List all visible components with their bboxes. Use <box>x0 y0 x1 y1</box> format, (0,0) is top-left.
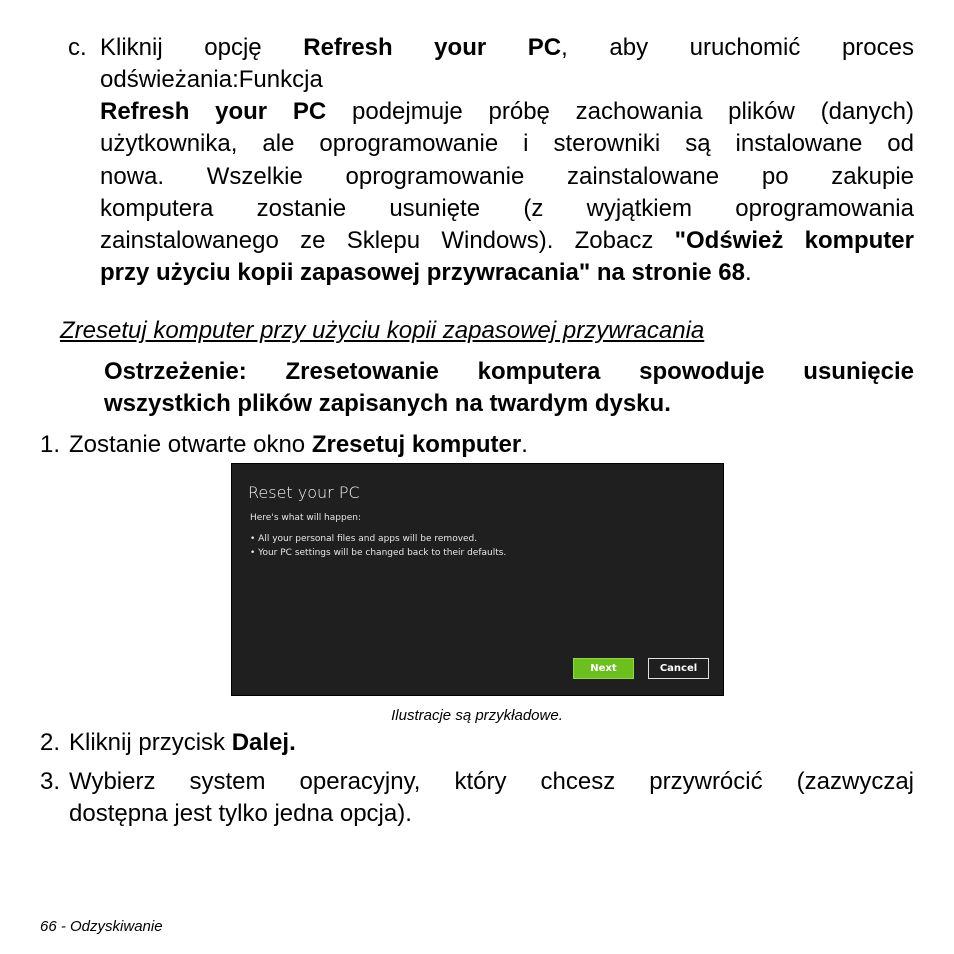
figure-caption: Ilustracje są przykładowe. <box>391 707 563 724</box>
page-footer: 66 - Odzyskiwanie <box>40 918 163 935</box>
item-c-marker: c. <box>68 34 87 61</box>
step-1-text: Zostanie otwarte okno Zresetuj komputer. <box>69 431 528 458</box>
cancel-button[interactable]: Cancel <box>648 658 709 679</box>
item-c-line-3: Refresh your PC podejmuje próbę zachowania plików (danych) <box>100 98 914 125</box>
section-heading: Zresetuj komputer przy użyciu kopii zapasowej przywracania <box>60 317 705 344</box>
step-3-line-2: dostępna jest tylko jedna opcja). <box>69 800 412 827</box>
reset-pc-dialog <box>231 463 724 696</box>
step-3-number: 3. <box>40 768 61 795</box>
item-c-line-5: nowa. Wszelkie oprogramowanie zainstalowane po zakupie <box>100 163 914 190</box>
item-c-line-2: odświeżania:Funkcja <box>100 66 323 93</box>
item-c-line-4: użytkownika, ale oprogramowanie i sterowniki są instalowane od <box>100 130 914 157</box>
warning-line-1: Ostrzeżenie: Zresetowanie komputera spowoduje usunięcie <box>104 358 914 385</box>
step-1-number: 1. <box>40 431 61 458</box>
dialog-bullet-1: • All your personal files and apps will be removed. <box>250 534 478 544</box>
step-2-text: Kliknij przycisk Dalej. <box>69 729 296 756</box>
step-2-number: 2. <box>40 729 61 756</box>
dialog-title: Reset your PC <box>248 483 360 502</box>
dialog-bullet-2: • Your PC settings will be changed back to their defaults. <box>250 548 507 558</box>
warning-line-2: wszystkich plików zapisanych na twardym dysku. <box>104 390 671 417</box>
item-c-line-1: Kliknij opcję Refresh your PC, aby uruchomić proces <box>100 34 914 61</box>
item-c-line-7: zainstalowanego ze Sklepu Windows). Zobacz "Odśwież komputer <box>100 227 914 254</box>
dialog-subtitle: Here's what will happen: <box>250 513 361 523</box>
item-c-line-8: przy użyciu kopii zapasowej przywracania" na stronie 68. <box>100 259 752 286</box>
step-3-line-1: Wybierz system operacyjny, który chcesz przywrócić (zazwyczaj <box>69 768 914 795</box>
next-button[interactable]: Next <box>573 658 634 679</box>
item-c-line-6: komputera zostanie usunięte (z wyjątkiem oprogramowania <box>100 195 914 222</box>
